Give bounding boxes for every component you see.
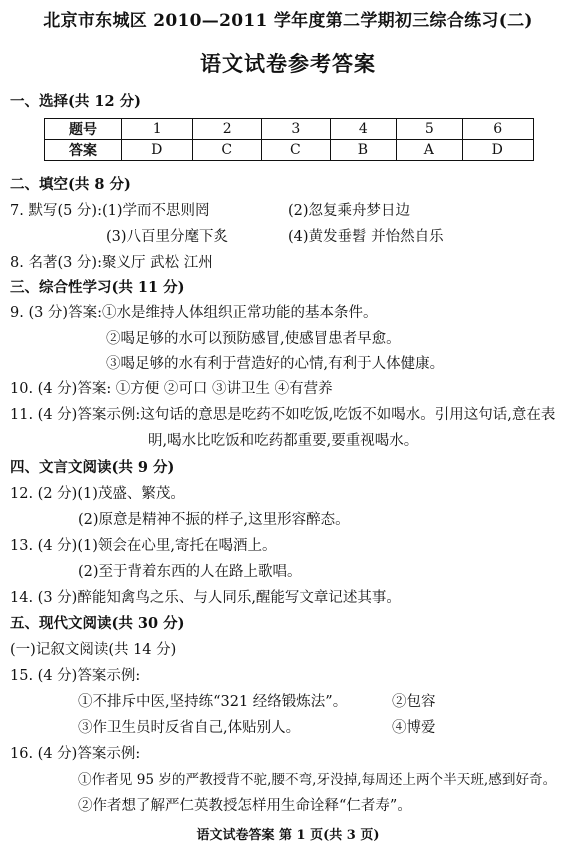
- table-cell-answer: C: [193, 140, 262, 161]
- q9-line2: ②喝足够的水可以预防感冒,使感冒患者早愈。: [106, 331, 401, 347]
- q11-line1: 11. (4 分)答案示例:这句话的意思是吃药不如吃饭,吃饭不如喝水。引用这句话,意在表: [10, 407, 556, 423]
- page-footer: 语文试卷答案 第 1 页(共 3 页): [196, 828, 380, 843]
- q13-line2: (2)至于背着东西的人在路上歌唱。: [78, 564, 302, 580]
- table-label-question-number: 题号: [45, 119, 122, 140]
- section1-heading: 一、选择(共 12 分): [10, 93, 141, 110]
- q7-line1: 7. 默写(5 分):(1)学而不思则罔: [10, 203, 210, 219]
- section3-heading: 三、综合性学习(共 11 分): [10, 279, 185, 296]
- table-cell-answer: C: [262, 140, 331, 161]
- q15-answer-a: ①不排斥中医,坚持练“321 经络锻炼法”。: [78, 694, 348, 710]
- q14-line: 14. (3 分)醉能知禽鸟之乐、与人同乐,醒能写文章记述其事。: [10, 590, 401, 606]
- table-cell-number: 5: [397, 119, 462, 140]
- q12-line1: 12. (2 分)(1)茂盛、繁茂。: [10, 486, 185, 502]
- table-row-answers: [45, 140, 534, 161]
- table-cell-answer: B: [330, 140, 396, 161]
- table-cell-answer: D: [462, 140, 533, 161]
- exam-header-title: 北京市东城区 2010—2011 学年度第二学期初三综合练习(二): [43, 11, 533, 31]
- document-title: 语文试卷参考答案: [200, 51, 376, 76]
- q13-line1: 13. (4 分)(1)领会在心里,寄托在喝酒上。: [10, 538, 277, 554]
- q15-line1: 15. (4 分)答案示例:: [10, 668, 141, 684]
- q12-line2: (2)原意是精神不振的样子,这里形容醉态。: [78, 512, 350, 528]
- table-cell-number: 4: [330, 119, 396, 140]
- q16-answer-b: ②作者想了解严仁英教授怎样用生命诠释“仁者寿”。: [78, 798, 412, 814]
- q16-line1: 16. (4 分)答案示例:: [10, 746, 141, 762]
- q9-line3: ③喝足够的水有利于营造好的心情,有利于人体健康。: [106, 356, 445, 372]
- q15-answer-d: ④博爱: [392, 720, 436, 736]
- q11-line2: 明,喝水比吃饭和吃药都重要,要重视喝水。: [148, 433, 419, 449]
- section4-heading: 四、文言文阅读(共 9 分): [10, 459, 175, 476]
- table-cell-answer: D: [122, 140, 193, 161]
- table-label-answer: 答案: [45, 140, 122, 161]
- q15-answer-b: ②包容: [392, 694, 436, 710]
- q7-part3: (3)八百里分麾下炙: [106, 229, 229, 245]
- section5-heading: 五、现代文阅读(共 30 分): [10, 615, 185, 632]
- table-row-numbers: [45, 119, 534, 140]
- answer-table: [44, 118, 534, 161]
- section5-subheading: (一)记叙文阅读(共 14 分): [10, 642, 177, 658]
- q7-part2: (2)忽复乘舟梦日边: [288, 203, 411, 219]
- q16-answer-a: ①作者见 95 岁的严教授背不驼,腰不弯,牙没掉,每周还上两个半天班,感到好奇。: [78, 772, 557, 788]
- q7-part4: (4)黄发垂髫 并怡然自乐: [288, 229, 444, 245]
- q15-answer-c: ③作卫生员时反省自己,体贴别人。: [78, 720, 301, 736]
- section2-heading: 二、填空(共 8 分): [10, 176, 131, 193]
- q8-line: 8. 名著(3 分):聚义厅 武松 江州: [10, 255, 213, 271]
- q9-line1: 9. (3 分)答案:①水是维持人体组织正常功能的基本条件。: [10, 305, 378, 321]
- table-cell-number: 1: [122, 119, 193, 140]
- table-cell-number: 3: [262, 119, 331, 140]
- table-cell-number: 6: [462, 119, 533, 140]
- q10-line: 10. (4 分)答案: ①方便 ②可口 ③讲卫生 ④有营养: [10, 381, 333, 397]
- table-cell-number: 2: [193, 119, 262, 140]
- table-cell-answer: A: [397, 140, 462, 161]
